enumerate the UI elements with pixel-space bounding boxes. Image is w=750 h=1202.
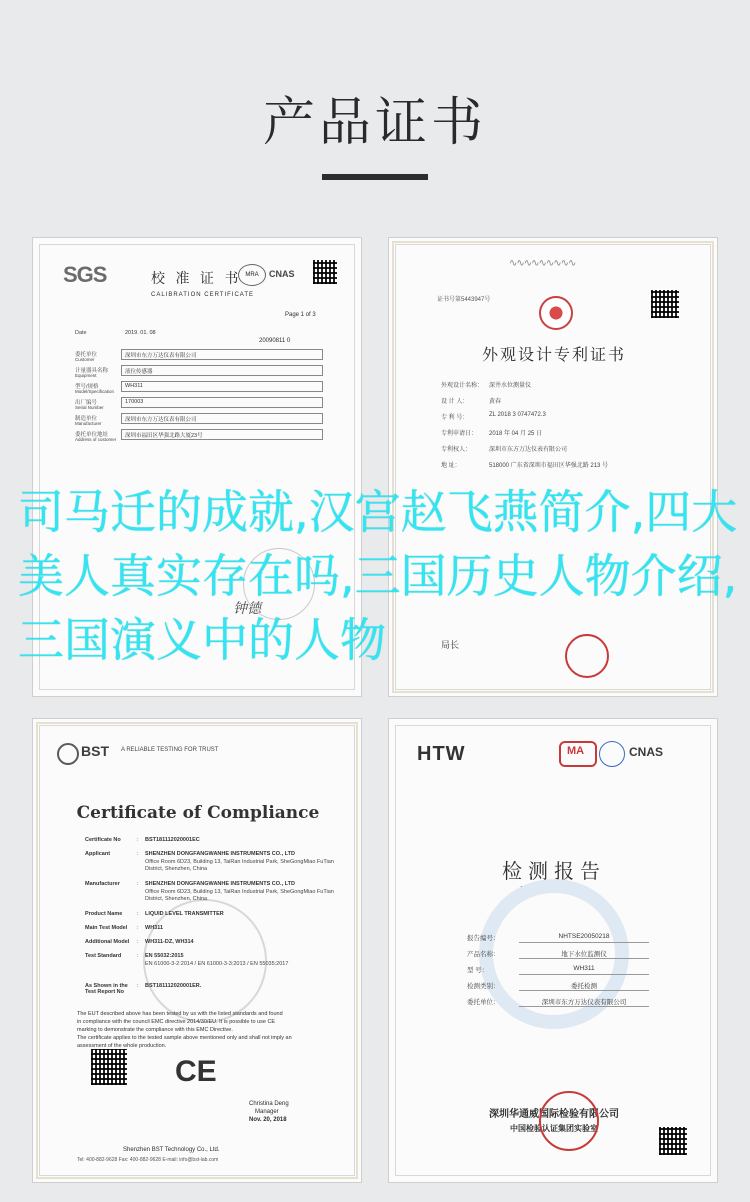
row-label: 计量器具名称 xyxy=(75,368,109,374)
lab-name: 深圳华通威国际检验有限公司 xyxy=(489,1109,619,1120)
ce-mark: CE xyxy=(175,1055,217,1088)
paragraph-line: The EUT described above has been tested by us with the listed standards and found xyxy=(77,1011,283,1017)
cert4-title: 检测报告 xyxy=(502,859,606,883)
paragraph-line: The certificate applies to the tested sample above mentioned only and shall not imply an xyxy=(77,1035,292,1041)
row-colon: : xyxy=(137,851,139,857)
row-colon: : xyxy=(137,837,139,843)
row-label: 产品名称： xyxy=(467,951,500,958)
qr-code-icon xyxy=(651,290,679,318)
row-value: 170003 xyxy=(125,399,144,405)
row-subvalue: Office Room 6D23, Building 13, TaiRan Industrial Park, SheGongMiao FuTian District, Shenzhen, China xyxy=(145,859,334,872)
row-label: 型 号： xyxy=(467,967,489,974)
bst-badge-icon xyxy=(57,743,79,765)
row-value: ZL 2018 3 0747472.3 xyxy=(489,412,546,418)
cert1-subtitle: CALIBRATION CERTIFICATE xyxy=(151,292,255,298)
row-label: 设 计 人： xyxy=(441,399,469,405)
row-label: Manufacturer xyxy=(85,881,120,887)
cnas-label: CNAS xyxy=(629,745,664,759)
ilac-mra-icon: MRA xyxy=(238,264,266,286)
paragraph-line: in compliance with the council EMC directive 2014/30/EU. It is possible to use CE xyxy=(77,1019,276,1025)
paragraph-line: assessment of the whole production. xyxy=(77,1043,167,1049)
row-value: 黄春 xyxy=(489,399,502,405)
red-stamp-icon xyxy=(539,1091,599,1151)
row-label: 专利权人： xyxy=(441,447,472,453)
row-sublabel: Manufacturer xyxy=(75,421,102,426)
row-value: 深圳市福田区华强北路大厦23号 xyxy=(125,433,203,439)
sign-date: Nov. 20, 2018 xyxy=(249,1117,287,1123)
row-value: 委托检测 xyxy=(571,983,597,990)
row-value: BST181112020001EC xyxy=(145,837,200,843)
ilac-icon xyxy=(599,741,625,767)
national-emblem-icon xyxy=(539,296,573,330)
paragraph-line: marking to demonstrate the compliance with this EMC Directive. xyxy=(77,1027,233,1033)
bst-logo: BST xyxy=(81,743,109,759)
row-box xyxy=(121,397,323,408)
row-colon: : xyxy=(137,911,139,917)
row-colon: : xyxy=(137,925,139,931)
row-label: Additional Model xyxy=(85,939,130,945)
row-label: 专利申请日： xyxy=(441,431,478,437)
row-value: 2018 年 04 月 25 日 xyxy=(489,431,543,437)
row-label: Certificate No xyxy=(85,837,121,843)
signer-title: Manager xyxy=(255,1109,279,1115)
row-colon: : xyxy=(137,983,139,989)
sgs-logo: SGS xyxy=(63,262,107,287)
row-value: WH311 xyxy=(573,965,595,972)
patent-number: 证书号第5443947号 xyxy=(437,297,491,303)
row-label: As Shown in the Test Report No xyxy=(85,983,128,995)
row-sublabel: Equipment xyxy=(75,373,97,378)
cert2-title: 外观设计专利证书 xyxy=(481,345,626,364)
title-underline xyxy=(322,174,428,180)
row-sublabel: Address of customer xyxy=(75,437,117,442)
row-value: 深圳市东方万达仪表有限公司 xyxy=(489,447,568,453)
page-title: 产品证书 xyxy=(262,93,487,153)
qr-code-icon xyxy=(313,260,337,284)
row-value: 518000 广东省深圳市福田区华强北路 213 号 xyxy=(489,463,609,469)
row-colon: : xyxy=(137,881,139,887)
row-label: Product Name xyxy=(85,911,123,917)
row-label: Test Standard xyxy=(85,953,122,959)
underline xyxy=(519,990,649,991)
compliance-certificate xyxy=(32,718,362,1183)
row-value: 深圳市东方万达仪表有限公司 xyxy=(125,353,197,359)
underline xyxy=(519,1006,649,1007)
signer-name: Christina Deng xyxy=(249,1101,289,1107)
bst-footer: Shenzhen BST Technology Co., Ltd. xyxy=(123,1147,220,1153)
row-value: 地下水位监测仪 xyxy=(561,951,607,958)
cnas-icon: CNAS xyxy=(269,269,295,279)
qr-code-icon xyxy=(659,1127,687,1155)
row-label: 出厂编号 xyxy=(75,400,98,406)
bst-footer-contact: Tel: 400-882-9628 Fax: 400-882-9628 E-mail: info@bst-lab.com xyxy=(77,1157,219,1163)
row-subvalue: EN 61000-3-2:2014 / EN 61000-3-3:2013 / EN 55035:2017 xyxy=(145,961,289,967)
row-label: 专 利 号： xyxy=(441,415,469,421)
row-box xyxy=(121,381,323,392)
row-sublabel: Serial Number xyxy=(75,405,104,410)
underline xyxy=(519,942,649,943)
row-value: 深井水位测量仪 xyxy=(489,383,532,389)
row-label: 型号/规格 xyxy=(75,384,99,390)
director-label: 局长 xyxy=(441,640,460,650)
row-value: BST181112020001ER. xyxy=(145,983,202,989)
cert1-date: 2019. 01. 08 xyxy=(125,330,156,336)
row-sublabel: Customer xyxy=(75,357,95,362)
ma-label: MA xyxy=(567,745,585,757)
row-label: 委托单位地址 xyxy=(75,432,109,438)
underline xyxy=(519,958,649,959)
row-colon: : xyxy=(137,953,139,959)
underline xyxy=(519,974,649,975)
cert3-title: Certificate of Compliance xyxy=(76,803,320,823)
wave-ornament-icon: ∿∿∿∿∿∿∿∿∿ xyxy=(509,258,576,269)
row-colon: : xyxy=(137,939,139,945)
row-value: WH311 xyxy=(145,925,164,931)
bst-tagline: A RELIABLE TESTING FOR TRUST xyxy=(121,747,219,753)
row-label: 制造单位 xyxy=(75,416,98,422)
qr-code-icon xyxy=(91,1049,127,1085)
row-label: Main Test Model xyxy=(85,925,128,931)
row-subvalue: Office Room 6D23, Building 13, TaiRan Industrial Park, SheGongMiao FuTian District, Shenzhen, China xyxy=(145,889,334,902)
row-value: 深圳市东方万达仪表有限公司 xyxy=(125,417,197,423)
row-value: 液位传感器 xyxy=(125,369,153,375)
row-label: 地 址： xyxy=(441,463,461,469)
signature: 钟德 xyxy=(233,601,261,617)
htw-logo: HTW xyxy=(417,743,466,765)
row-value: SHENZHEN DONGFANGWANHE INSTRUMENTS CO., LTD xyxy=(145,851,295,857)
overlay-caption: 司马迁的成就,汉宫赵飞燕简介,四大美人真实存在吗,三国历史人物介绍,三国演义中的人物 xyxy=(18,485,738,667)
test-report xyxy=(388,718,718,1183)
row-label: Applicant xyxy=(85,851,111,857)
row-label: 委托单位 xyxy=(75,352,98,358)
report-number: 20090811 0 xyxy=(259,338,291,344)
row-sublabel: Model/Specification xyxy=(75,389,115,394)
cert1-title: 校 准 证 书 xyxy=(151,271,242,287)
cert4-subtitle: TEST REPORT xyxy=(520,885,588,894)
row-label: 委托单位： xyxy=(467,999,500,1006)
row-value: LIQUID LEVEL TRANSMITTER xyxy=(145,911,224,917)
page-number: Page 1 of 3 xyxy=(285,312,316,318)
row-label: 报告编号： xyxy=(467,935,500,942)
row-value: SHENZHEN DONGFANGWANHE INSTRUMENTS CO., LTD xyxy=(145,881,295,887)
row-value: EN 55032:2015 xyxy=(145,953,184,959)
row-label: 检测类别： xyxy=(467,983,500,990)
row-value: NHTSE20050218 xyxy=(558,933,610,940)
date-label: Date xyxy=(75,330,87,336)
row-value: WH311 xyxy=(125,383,143,389)
row-label: 外观设计名称： xyxy=(441,383,484,389)
row-value: 深圳市东方万达仪表有限公司 xyxy=(541,999,627,1006)
lab-name-2: 中国检验认证集团实验室 xyxy=(510,1124,598,1133)
row-value: WH311-DZ, WH314 xyxy=(145,939,194,945)
